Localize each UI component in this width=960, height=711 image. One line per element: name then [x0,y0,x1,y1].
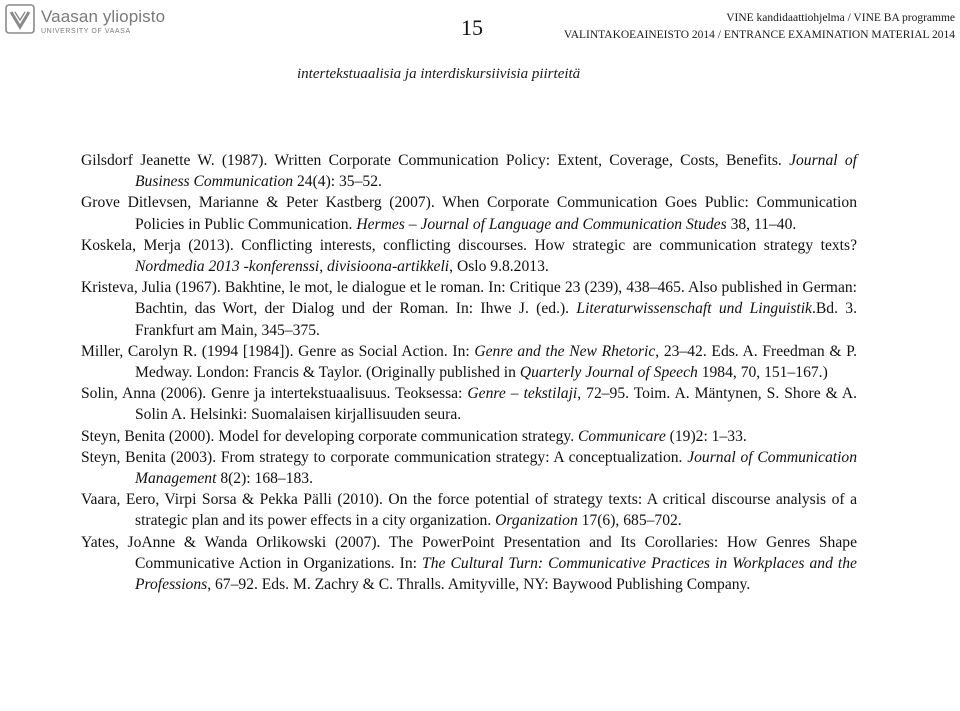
reference-text: (19)2: 1–33. [665,427,747,445]
reference-text: Kristeva, Julia (1967). Bakhtine, le mot, le dialogue et le roman. In: Critique 23 (239), 438–465. Also published in German: Bachtin, das Wort, der Dialog und der Roman. In: Ihwe J. (ed.). [81,279,857,318]
reference-italic-title: Journal of Business Communication [135,152,857,191]
reference-text: Steyn, Benita (2000). Model for developing corporate communication strategy. [81,427,578,445]
reference-entry [81,235,857,277]
reference-text: 8(2): 168–183. [216,470,314,488]
reference-text: Vaara, Eero, Virpi Sorsa & Pekka Pälli (2010). On the force potential of strategy texts: A critical discourse analysis of a strategic plan and its power effects in a city organization. [81,491,857,530]
reference-entry [81,277,857,341]
logo-name: Vaasan yliopisto [41,7,166,26]
reference-text: Grove Ditlevsen, Marianne & Peter Kastberg (2007). When Corporate Communication Goes Public: Communication Policies in Public Communication. [81,194,857,233]
reference-text: , Oslo 9.8.2013. [449,258,549,276]
reference-text: .Bd. 3. Frankfurt am Main, 345–375. [135,300,857,339]
page-number: 15 [461,15,483,40]
logo-subtitle: UNIVERSITY OF VAASA [41,28,131,35]
reference-entry [81,383,857,425]
program-title: VINE kandidaattiohjelma / VINE BA programme [726,12,955,24]
reference-italic-title: Quarterly Journal of Speech [519,364,698,382]
reference-entry [81,341,857,383]
reference-text: , 67–92. Eds. M. Zachry & C. Thralls. Amityville, NY: Baywood Publishing Company. [207,576,751,594]
reference-text: Miller, Carolyn R. (1994 [1984]). Genre as Social Action. In: [81,342,475,360]
reference-entry [81,192,857,234]
reference-entry [81,150,857,192]
header-title-block [564,10,955,44]
reference-text: 1984, 70, 151–167.) [697,364,828,382]
reference-italic-title: Nordmedia 2013 -konferenssi, divisioona-artikkeli [135,258,450,276]
page-header [0,0,960,44]
reference-italic-title: The Cultural Turn: Communicative Practices in Workplaces and the Professions [135,554,857,594]
reference-list [81,150,857,595]
reference-text: 24(4): 35–52. [293,173,382,191]
reference-text: Koskela, Merja (2013). Conflicting interests, conflicting discourses. How strategic are communication strategy texts? [81,236,857,254]
reference-entry [81,426,857,447]
reference-text: Solin, Anna (2006). Genre ja intertekstuaalisuus. Teoksessa: [81,385,468,403]
reference-text: , 72–95. Toim. A. Mäntynen, S. Shore & A. Solin A. Helsinki: Suomalaisen kirjallisuuden seura. [135,385,857,424]
section-subtitle: intertekstuaalisia ja interdiskursiivisia piirteitä [297,66,581,82]
reference-italic-title: Journal of Communication Management [135,448,857,488]
reference-entry [81,532,857,596]
reference-italic-title: Communicare [578,427,666,445]
reference-italic-title: Hermes – Journal of Language and Communication Studes [356,215,727,233]
reference-text: Yates, JoAnne & Wanda Orlikowski (2007). The PowerPoint Presentation and Its Corollaries: How Genres Shape Communicative Action in Organizations. In: [81,533,857,572]
reference-text: Steyn, Benita (2003). From strategy to corporate communication strategy: A conceptualization. [81,448,688,466]
exam-title: VALINTAKOEAINEISTO 2014 / ENTRANCE EXAMINATION MATERIAL 2014 [563,29,955,41]
reference-italic-title: Genre – tekstilaji [467,385,578,403]
reference-text: , 23–42. Eds. A. Freedman & P. Medway. London: Francis & Taylor. (Originally published in [135,342,857,382]
reference-entry [81,489,857,531]
reference-text: Gilsdorf Jeanette W. (1987). Written Corporate Communication Policy: Extent, Coverage, Costs, Benefits. [81,152,790,169]
reference-italic-title: Genre and the New Rhetoric [474,342,656,360]
reference-text: 17(6), 685–702. [577,512,682,530]
reference-entry [81,447,857,489]
university-logo-icon [5,4,35,34]
reference-italic-title: Literaturwissenschaft und Linguistik [576,300,812,318]
reference-italic-title: Organization [495,512,578,530]
reference-text: 38, 11–40. [726,215,797,233]
